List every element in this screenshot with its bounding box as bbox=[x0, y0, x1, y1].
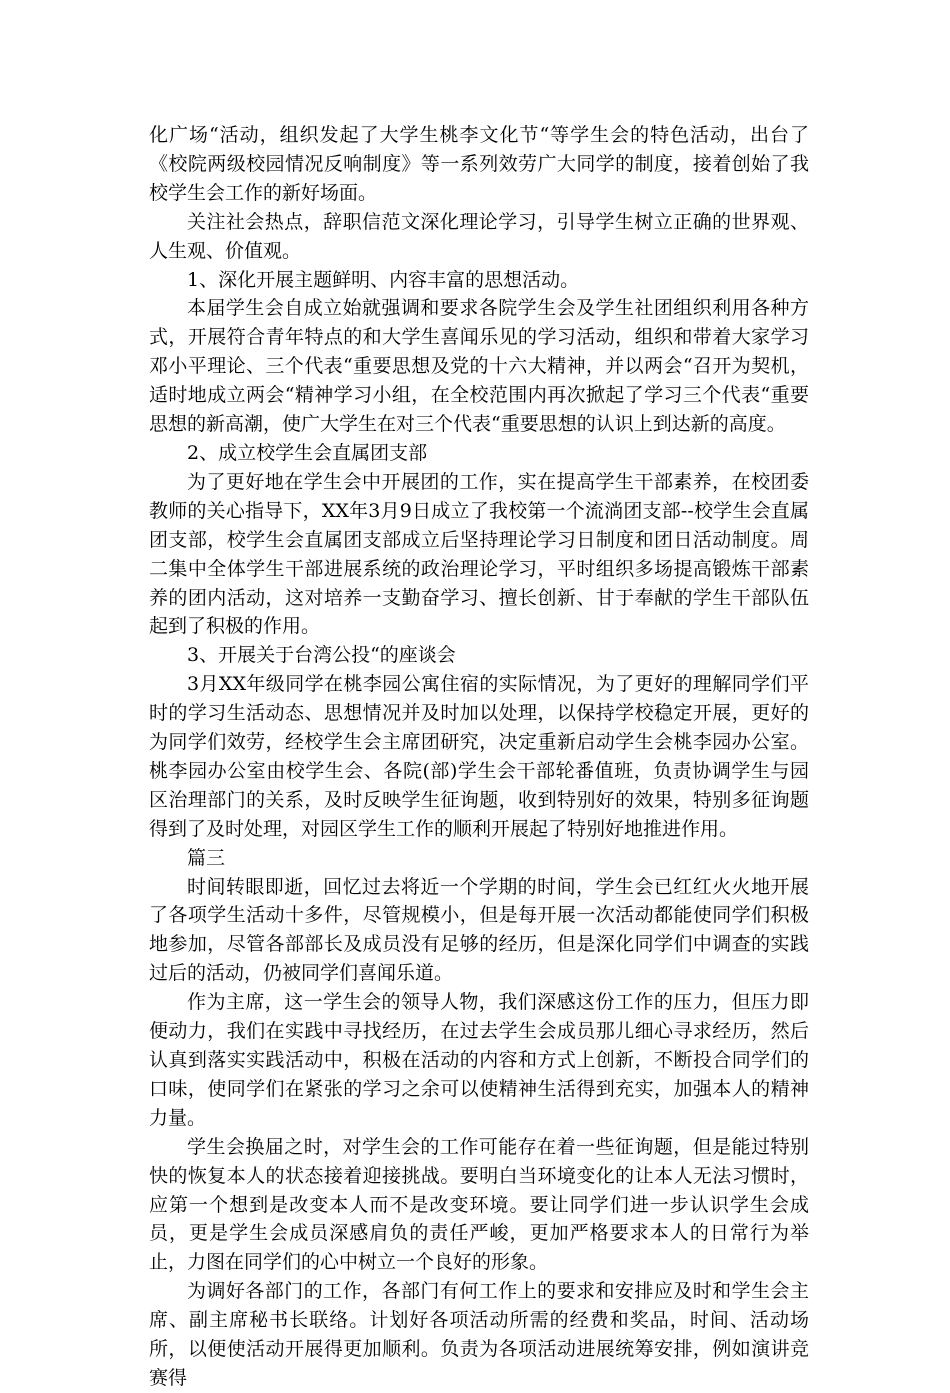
document-body bbox=[149, 121, 809, 1393]
paragraph-5: 3月XX年级同学在桃李园公寓住宿的实际情况，为了更好的理解同学们平时的学习生活动态、思想情况并及时加以处理，以保持学校稳定开展，更好的为同学们效劳，经校学生会主席团研究，决定重新启动学生会桃李园办公室。桃李园办公室由校学生会、各院(部)学生会干部轮番值班，负责协调学生与园区治理部门的关系，及时反映学生征询题，收到特别好的效果，特别多征询题得到了及时处理，对园区学生工作的顺利开展起了特别好地推进作用。 bbox=[149, 673, 809, 840]
paragraph-3: 本届学生会自成立始就强调和要求各院学生会及学生社团组织利用各种方式，开展符合青年特点的和大学生喜闻乐见的学习活动，组织和带着大家学习邓小平理论、三个代表“重要思想及党的十六大精神，并以两会“召开为契机，适时地成立两会“精神学习小组，在全校范围内再次掀起了学习三个代表“重要思想的新高潮，使广大学生在对三个代表“重要思想的认识上到达新的高度。 bbox=[149, 297, 809, 436]
paragraph-7: 作为主席，这一学生会的领导人物，我们深感这份工作的压力，但压力即便动力，我们在实践中寻找经历，在过去学生会成员那儿细心寻求经历，然后认真到落实实践活动中，积极在活动的内容和方式上创新，不断投合同学们的口味，使同学们在紧张的学习之余可以使精神生活得到充实，加强本人的精神力量。 bbox=[149, 991, 809, 1129]
section-heading-3: 3、开展关于台湾公投“的座谈会 bbox=[187, 644, 456, 667]
paragraph-4: 为了更好地在学生会中开展团的工作，实在提高学生干部素养，在校团委教师的关心指导下，XX年3月9日成立了我校第一个流淌团支部--校学生会直属团支部，校学生会直属团支部成立后坚持理论学习日制度和团日活动制度。周二集中全体学生干部进展系统的政治理论学习，平时组织多场提高锻炼干部素养的团内活动，这对培养一支勤奋学习、擅长创新、甘于奉献的学生干部队伍起到了积极的作用。 bbox=[149, 470, 809, 638]
paragraph-1: 化广场“活动，组织发起了大学生桃李文化节“等学生会的特色活动，出台了《校院两级校园情况反响制度》等一系列效劳广大同学的制度，接着创始了我校学生会工作的新好场面。 bbox=[149, 124, 809, 204]
section-heading-2: 2、成立校学生会直属团支部 bbox=[187, 441, 428, 464]
paragraph-6: 时间转眼即逝，回忆过去将近一个学期的时间，学生会已红红火火地开展了各项学生活动十多件，尽管规模小，但是每开展一次活动都能使同学们积极地参加，尽管各部部长及成员没有足够的经历，但是深化同学们中调查的实践过后的活动，仍被同学们喜闻乐道。 bbox=[149, 875, 809, 985]
paragraph-8: 学生会换届之时，对学生会的工作可能存在着一些征询题，但是能过特别快的恢复本人的状态接着迎接挑战。要明白当环境变化的让本人无法习惯时，应第一个想到是改变本人而不是改变环境。要让同学们进一步认识学生会成员，更是学生会成员深感肩负的责任严峻，更加严格要求本人的日常行为举止，力图在同学们的心中树立一个良好的形象。 bbox=[149, 1135, 809, 1274]
part-heading: 篇三 bbox=[187, 846, 226, 869]
paragraph-9: 为调好各部门的工作，各部门有何工作上的要求和安排应及时和学生会主席、副主席秘书长联络。计划好各项活动所需的经费和奖品，时间、活动场所，以便使活动开展得更加顺利。负责为各项活动进展统筹安排，例如演讲竞赛得 bbox=[149, 1280, 809, 1389]
section-heading-1: 1、深化开展主题鲜明、内容丰富的思想活动。 bbox=[187, 268, 580, 291]
paragraph-2: 关注社会热点，辞职信范文深化理论学习，引导学生树立正确的世界观、人生观、价值观。 bbox=[149, 210, 809, 262]
